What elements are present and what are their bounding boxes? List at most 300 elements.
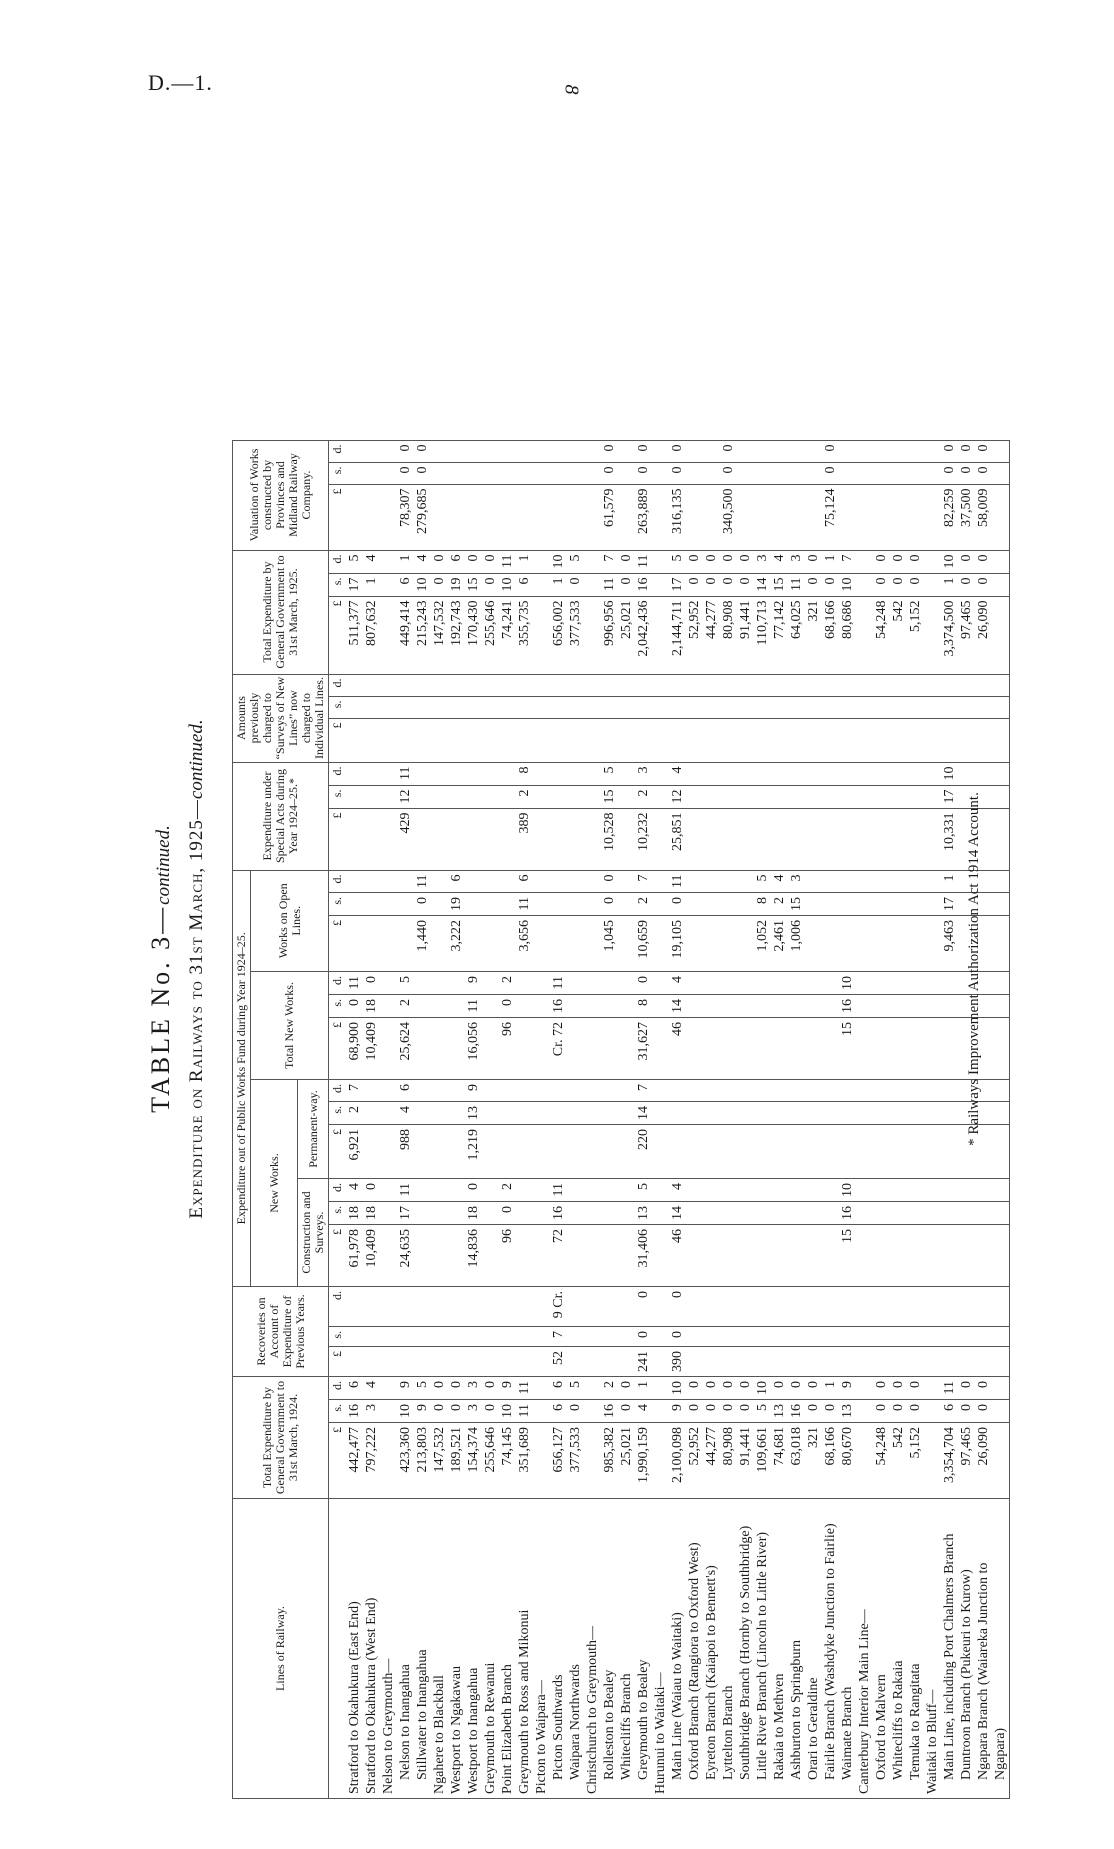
cell-open_lines-shillings: 8 <box>754 893 771 916</box>
cell-total_1925-pounds: 110,713 <box>754 596 771 674</box>
cell-valuation-pounds: 37,500 <box>958 484 975 550</box>
cell-permanent_way-pence <box>482 1080 499 1102</box>
row-label: Nelson to Greymouth— <box>380 1499 397 1799</box>
cell-previous-pence <box>839 674 856 696</box>
cell-permanent_way-shillings <box>992 1102 1010 1125</box>
page-number: 8 <box>560 84 583 95</box>
cell-total_new-pence: 0 <box>635 972 652 995</box>
cell-total_1925-shillings: 0 <box>975 573 992 596</box>
cell-previous-pence <box>346 674 363 696</box>
unit-valuation-1: s. <box>329 462 347 484</box>
row-label: Ngapara) <box>992 1499 1010 1799</box>
cell-special-pounds <box>754 808 771 870</box>
cell-open_lines-pounds: 1,006 <box>788 916 805 972</box>
cell-total_new-pounds <box>992 1018 1010 1080</box>
cell-recoveries-shillings <box>941 1327 958 1347</box>
cell-construction-pounds <box>754 1225 771 1287</box>
cell-recoveries-pence <box>839 1287 856 1327</box>
cell-special-shillings: 15 <box>601 785 618 808</box>
cell-recoveries-pounds <box>584 1347 601 1377</box>
cell-previous-pence <box>703 674 720 696</box>
units-row <box>329 440 347 1798</box>
cell-special-pounds: 10,232 <box>635 808 652 870</box>
cell-previous-shillings <box>720 696 737 718</box>
cell-permanent_way-pounds <box>737 1125 754 1179</box>
cell-permanent_way-shillings <box>533 1102 550 1125</box>
cell-total_1924-pence: 11 <box>941 1377 958 1400</box>
cell-valuation-pence <box>431 440 448 462</box>
unit-permanent_way-1: s. <box>329 1102 347 1125</box>
cell-total_1924-shillings: 0 <box>890 1400 907 1423</box>
cell-total_new-pounds <box>754 1018 771 1080</box>
cell-total_1924-pounds: 213,803 <box>414 1423 431 1499</box>
cell-open_lines-pence <box>992 870 1010 892</box>
cell-total_1924-pounds: 255,646 <box>482 1423 499 1499</box>
cell-valuation-pence: 0 <box>720 440 737 462</box>
cell-recoveries-pence <box>737 1287 754 1327</box>
cell-total_1925-pounds: 170,430 <box>465 596 482 674</box>
cell-total_1924-pence: 0 <box>771 1377 788 1400</box>
cell-total_1924-pence: 0 <box>448 1377 465 1400</box>
cell-permanent_way-pounds <box>873 1125 890 1179</box>
table-row <box>499 440 516 1798</box>
cell-total_1925-pence: 0 <box>958 550 975 573</box>
cell-total_new-pounds <box>805 1018 822 1080</box>
cell-valuation-pounds <box>754 484 771 550</box>
row-label: Picton Southwards <box>550 1499 567 1799</box>
cell-total_1924-pence: 0 <box>958 1377 975 1400</box>
cell-total_1924-pence: 11 <box>516 1377 533 1400</box>
cell-special-pence <box>856 762 873 785</box>
cell-previous-pounds <box>890 718 907 762</box>
cell-special-pence <box>873 762 890 785</box>
cell-total_1925-pence: 5 <box>567 550 584 573</box>
cell-previous-pence <box>907 674 924 696</box>
unit-previous-2: d. <box>329 674 347 696</box>
cell-permanent_way-shillings <box>941 1102 958 1125</box>
cell-open_lines-pence <box>737 870 754 892</box>
cell-total_1924-shillings: 9 <box>669 1400 686 1423</box>
row-label: Ashburton to Springburn <box>788 1499 805 1799</box>
cell-construction-pence <box>533 1179 550 1202</box>
cell-total_1924-pence <box>380 1377 397 1400</box>
cell-permanent_way-pence <box>652 1080 669 1102</box>
expenditure-table <box>232 440 1010 1799</box>
cell-total_1924-shillings: 0 <box>805 1400 822 1423</box>
cell-construction-pence <box>941 1179 958 1202</box>
cell-valuation-pounds <box>482 484 499 550</box>
cell-total_1924-shillings <box>652 1400 669 1423</box>
cell-open_lines-shillings <box>363 893 380 916</box>
cell-permanent_way-shillings <box>380 1102 397 1125</box>
cell-valuation-pence <box>380 440 397 462</box>
cell-total_1925-pence: 10 <box>941 550 958 573</box>
cell-total_1924-pence <box>924 1377 941 1400</box>
cell-total_1924-pounds: 377,533 <box>567 1423 584 1499</box>
cell-total_1925-pounds: 80,686 <box>839 596 856 674</box>
cell-previous-shillings <box>686 696 703 718</box>
cell-recoveries-shillings <box>346 1327 363 1347</box>
cell-total_1924-pounds: 542 <box>890 1423 907 1499</box>
cell-total_1925-pounds: 80,908 <box>720 596 737 674</box>
cell-total_1925-pounds <box>533 596 550 674</box>
cell-total_1924-pence: 6 <box>346 1377 363 1400</box>
cell-valuation-shillings <box>907 462 924 484</box>
cell-valuation-pence <box>516 440 533 462</box>
cell-recoveries-pence <box>448 1287 465 1327</box>
cell-total_1925-pence <box>533 550 550 573</box>
cell-open_lines-shillings <box>686 893 703 916</box>
cell-special-pounds <box>363 808 380 870</box>
cell-total_1924-shillings: 0 <box>431 1400 448 1423</box>
cell-total_1924-shillings: 11 <box>516 1400 533 1423</box>
cell-open_lines-pounds <box>363 916 380 972</box>
cell-total_1925-pence: 3 <box>754 550 771 573</box>
cell-permanent_way-pounds <box>703 1125 720 1179</box>
cell-permanent_way-shillings <box>720 1102 737 1125</box>
cell-special-pounds <box>618 808 635 870</box>
cell-previous-shillings <box>856 696 873 718</box>
cell-total_1925-shillings: 17 <box>669 573 686 596</box>
cell-recoveries-shillings <box>601 1327 618 1347</box>
cell-previous-shillings <box>907 696 924 718</box>
cell-permanent_way-pence <box>499 1080 516 1102</box>
cell-total_1925-pounds: 192,743 <box>448 596 465 674</box>
cell-recoveries-shillings <box>652 1327 669 1347</box>
cell-total_new-pence <box>584 972 601 995</box>
cell-total_1924-pence: 2 <box>601 1377 618 1400</box>
cell-total_1925-shillings: 19 <box>448 573 465 596</box>
cell-open_lines-pence <box>363 870 380 892</box>
cell-construction-pounds <box>652 1225 669 1287</box>
cell-permanent_way-pence: 6 <box>397 1080 414 1102</box>
cell-construction-pence <box>771 1179 788 1202</box>
table-row <box>924 440 941 1798</box>
cell-valuation-pounds <box>499 484 516 550</box>
cell-open_lines-pence <box>618 870 635 892</box>
cell-total_new-pounds: Cr. 72 <box>550 1018 567 1080</box>
cell-permanent_way-pounds <box>533 1125 550 1179</box>
cell-total_1925-shillings: 15 <box>771 573 788 596</box>
cell-previous-pounds <box>363 718 380 762</box>
cell-open_lines-pounds <box>805 916 822 972</box>
cell-permanent_way-pence <box>924 1080 941 1102</box>
cell-valuation-pence <box>567 440 584 462</box>
cell-previous-pence <box>380 674 397 696</box>
cell-open_lines-pence <box>890 870 907 892</box>
cell-open_lines-pounds <box>431 916 448 972</box>
cell-recoveries-shillings <box>516 1327 533 1347</box>
cell-recoveries-pence <box>431 1287 448 1327</box>
cell-total_1925-pounds: 97,465 <box>958 596 975 674</box>
cell-construction-pounds: 72 <box>550 1225 567 1287</box>
table-body <box>329 440 1010 1798</box>
cell-permanent_way-pounds <box>380 1125 397 1179</box>
cell-valuation-pence <box>363 440 380 462</box>
cell-total_new-shillings <box>771 995 788 1018</box>
cell-valuation-shillings <box>346 462 363 484</box>
cell-total_new-shillings: 14 <box>669 995 686 1018</box>
cell-construction-pounds <box>822 1225 839 1287</box>
cell-construction-pence <box>822 1179 839 1202</box>
cell-total_1925-pence: 0 <box>482 550 499 573</box>
cell-permanent_way-pence <box>890 1080 907 1102</box>
cell-construction-shillings: 14 <box>669 1202 686 1225</box>
cell-total_new-shillings <box>482 995 499 1018</box>
cell-recoveries-pounds <box>465 1347 482 1377</box>
cell-valuation-shillings: 0 <box>635 462 652 484</box>
cell-recoveries-pounds <box>856 1347 873 1377</box>
cell-special-shillings <box>380 785 397 808</box>
cell-recoveries-pence <box>465 1287 482 1327</box>
cell-recoveries-pence: 0 <box>669 1287 686 1327</box>
cell-recoveries-pounds <box>890 1347 907 1377</box>
cell-special-pence: 5 <box>601 762 618 785</box>
cell-open_lines-pounds <box>567 916 584 972</box>
cell-construction-pounds: 15 <box>839 1225 856 1287</box>
units-label-cell <box>329 1499 347 1799</box>
row-label: Waimate Branch <box>839 1499 856 1799</box>
cell-special-shillings <box>499 785 516 808</box>
cell-permanent_way-shillings <box>754 1102 771 1125</box>
cell-recoveries-pounds: 52 <box>550 1347 567 1377</box>
cell-total_1925-shillings: 17 <box>346 573 363 596</box>
cell-previous-pounds <box>822 718 839 762</box>
cell-total_1925-shillings <box>856 573 873 596</box>
cell-permanent_way-shillings <box>839 1102 856 1125</box>
cell-permanent_way-pounds <box>363 1125 380 1179</box>
unit-special-0: £ <box>329 808 347 870</box>
cell-special-pence: 10 <box>941 762 958 785</box>
cell-total_1925-pence: 7 <box>839 550 856 573</box>
cell-valuation-pounds <box>771 484 788 550</box>
cell-construction-shillings <box>720 1202 737 1225</box>
cell-total_new-pounds: 16,056 <box>465 1018 482 1080</box>
unit-construction-2: d. <box>329 1179 347 1202</box>
unit-recoveries-2: d. <box>329 1287 347 1327</box>
cell-open_lines-shillings: 11 <box>516 893 533 916</box>
cell-permanent_way-shillings <box>448 1102 465 1125</box>
cell-total_new-shillings <box>924 995 941 1018</box>
cell-total_1925-shillings: 10 <box>499 573 516 596</box>
cell-total_1925-pounds <box>380 596 397 674</box>
cell-total_new-shillings: 0 <box>346 995 363 1018</box>
cell-construction-shillings: 0 <box>499 1202 516 1225</box>
cell-previous-pounds <box>397 718 414 762</box>
cell-permanent_way-pounds <box>652 1125 669 1179</box>
unit-previous-1: s. <box>329 696 347 718</box>
cell-open_lines-pounds: 3,222 <box>448 916 465 972</box>
cell-previous-shillings <box>601 696 618 718</box>
cell-previous-pounds <box>499 718 516 762</box>
unit-recoveries-0: £ <box>329 1347 347 1377</box>
unit-total_1925-1: s. <box>329 573 347 596</box>
cell-recoveries-shillings <box>686 1327 703 1347</box>
cell-valuation-shillings <box>567 462 584 484</box>
cell-open_lines-shillings: 15 <box>788 893 805 916</box>
cell-total_1925-pounds: 542 <box>890 596 907 674</box>
cell-special-pounds: 25,851 <box>669 808 686 870</box>
cell-special-shillings: 2 <box>635 785 652 808</box>
cell-previous-pounds <box>533 718 550 762</box>
cell-total_new-pence <box>652 972 669 995</box>
header-recoveries: Recoveries on Account of Expenditure of Previous Years. <box>233 1287 329 1377</box>
cell-open_lines-shillings: 2 <box>635 893 652 916</box>
cell-total_new-pence <box>414 972 431 995</box>
header-lines-of-railway: Lines of Railway. <box>233 1499 329 1799</box>
cell-special-shillings <box>448 785 465 808</box>
cell-total_1925-pence: 0 <box>618 550 635 573</box>
cell-permanent_way-pence <box>601 1080 618 1102</box>
cell-total_1924-pounds: 5,152 <box>907 1423 924 1499</box>
cell-special-pounds <box>822 808 839 870</box>
cell-total_1924-pounds: 351,689 <box>516 1423 533 1499</box>
cell-previous-shillings <box>516 696 533 718</box>
unit-total_1924-2: d. <box>329 1377 347 1400</box>
cell-valuation-pence: 0 <box>669 440 686 462</box>
cell-permanent_way-pence <box>720 1080 737 1102</box>
cell-total_new-pence <box>856 972 873 995</box>
table-row <box>771 440 788 1798</box>
cell-permanent_way-pounds <box>890 1125 907 1179</box>
cell-total_new-pounds <box>516 1018 533 1080</box>
cell-permanent_way-pounds <box>822 1125 839 1179</box>
cell-recoveries-pence <box>499 1287 516 1327</box>
cell-construction-pence <box>652 1179 669 1202</box>
cell-previous-pounds <box>907 718 924 762</box>
cell-previous-pounds <box>856 718 873 762</box>
cell-total_1925-pounds: 511,377 <box>346 596 363 674</box>
cell-valuation-pounds <box>856 484 873 550</box>
cell-permanent_way-shillings <box>890 1102 907 1125</box>
cell-total_1925-shillings: 0 <box>482 573 499 596</box>
cell-permanent_way-pounds <box>414 1125 431 1179</box>
cell-valuation-pounds: 279,685 <box>414 484 431 550</box>
cell-special-shillings <box>618 785 635 808</box>
cell-total_1924-shillings: 16 <box>788 1400 805 1423</box>
cell-open_lines-pounds: 2,461 <box>771 916 788 972</box>
cell-total_1925-pounds: 147,532 <box>431 596 448 674</box>
cell-valuation-pence <box>703 440 720 462</box>
table-row <box>890 440 907 1798</box>
cell-total_new-pounds <box>737 1018 754 1080</box>
cell-total_new-pounds <box>584 1018 601 1080</box>
cell-valuation-pence: 0 <box>414 440 431 462</box>
cell-total_1924-pence: 6 <box>550 1377 567 1400</box>
cell-total_1924-pounds <box>533 1423 550 1499</box>
cell-open_lines-pence <box>380 870 397 892</box>
cell-construction-shillings <box>584 1202 601 1225</box>
cell-special-shillings <box>924 785 941 808</box>
cell-total_1924-shillings: 13 <box>771 1400 788 1423</box>
row-label: Little River Branch (Lincoln to Little River) <box>754 1499 771 1799</box>
cell-total_new-pence <box>703 972 720 995</box>
cell-total_1924-pence: 10 <box>669 1377 686 1400</box>
cell-total_1925-pounds <box>992 596 1010 674</box>
cell-total_1924-pounds <box>856 1423 873 1499</box>
cell-total_1925-shillings <box>652 573 669 596</box>
cell-special-pence <box>788 762 805 785</box>
cell-valuation-pounds <box>686 484 703 550</box>
cell-total_1924-pence: 0 <box>686 1377 703 1400</box>
cell-open_lines-pounds <box>703 916 720 972</box>
cell-open_lines-pounds <box>873 916 890 972</box>
cell-special-pounds <box>839 808 856 870</box>
unit-total_new-0: £ <box>329 1018 347 1080</box>
cell-total_1925-pounds: 321 <box>805 596 822 674</box>
cell-construction-shillings <box>567 1202 584 1225</box>
cell-valuation-pounds <box>618 484 635 550</box>
cell-total_1925-shillings: 0 <box>907 573 924 596</box>
cell-permanent_way-pence <box>380 1080 397 1102</box>
cell-construction-pounds <box>907 1225 924 1287</box>
cell-total_1924-pounds: 321 <box>805 1423 822 1499</box>
cell-recoveries-pounds <box>346 1347 363 1377</box>
cell-previous-shillings <box>737 696 754 718</box>
cell-open_lines-pence <box>584 870 601 892</box>
cell-total_1924-pounds: 154,374 <box>465 1423 482 1499</box>
cell-construction-shillings <box>482 1202 499 1225</box>
cell-total_1924-shillings: 9 <box>414 1400 431 1423</box>
cell-valuation-pounds <box>873 484 890 550</box>
cell-previous-shillings <box>805 696 822 718</box>
cell-special-pence: 11 <box>397 762 414 785</box>
cell-total_1924-pence: 0 <box>805 1377 822 1400</box>
cell-total_new-pounds <box>924 1018 941 1080</box>
cell-total_new-pence <box>890 972 907 995</box>
cell-special-shillings <box>771 785 788 808</box>
cell-valuation-pence <box>550 440 567 462</box>
cell-construction-pounds <box>771 1225 788 1287</box>
cell-permanent_way-shillings <box>822 1102 839 1125</box>
cell-construction-shillings <box>448 1202 465 1225</box>
cell-total_1924-pence: 0 <box>975 1377 992 1400</box>
cell-construction-pounds <box>924 1225 941 1287</box>
cell-total_1924-pence: 0 <box>890 1377 907 1400</box>
cell-construction-shillings <box>533 1202 550 1225</box>
cell-open_lines-shillings <box>822 893 839 916</box>
cell-total_new-shillings <box>856 995 873 1018</box>
cell-previous-shillings <box>890 696 907 718</box>
cell-permanent_way-shillings <box>584 1102 601 1125</box>
cell-recoveries-pence <box>397 1287 414 1327</box>
cell-total_new-pence: 5 <box>397 972 414 995</box>
cell-total_1924-pounds: 442,477 <box>346 1423 363 1499</box>
cell-previous-pounds <box>550 718 567 762</box>
cell-total_1924-shillings: 0 <box>975 1400 992 1423</box>
cell-permanent_way-pounds <box>924 1125 941 1179</box>
cell-open_lines-pounds <box>550 916 567 972</box>
cell-total_1925-shillings <box>584 573 601 596</box>
cell-open_lines-pence: 6 <box>516 870 533 892</box>
cell-previous-pounds <box>346 718 363 762</box>
cell-recoveries-shillings <box>992 1327 1010 1347</box>
cell-total_1925-pence: 3 <box>788 550 805 573</box>
cell-special-pounds <box>499 808 516 870</box>
cell-recoveries-shillings: 0 <box>635 1327 652 1347</box>
cell-special-shillings <box>550 785 567 808</box>
cell-recoveries-pounds <box>941 1347 958 1377</box>
cell-valuation-pounds: 82,259 <box>941 484 958 550</box>
cell-total_1925-pounds: 64,025 <box>788 596 805 674</box>
cell-special-pence <box>890 762 907 785</box>
cell-open_lines-shillings <box>907 893 924 916</box>
cell-recoveries-shillings <box>907 1327 924 1347</box>
cell-total_1924-shillings: 0 <box>907 1400 924 1423</box>
cell-total_1924-pence: 0 <box>431 1377 448 1400</box>
cell-total_1924-shillings: 13 <box>839 1400 856 1423</box>
cell-open_lines-pounds <box>737 916 754 972</box>
